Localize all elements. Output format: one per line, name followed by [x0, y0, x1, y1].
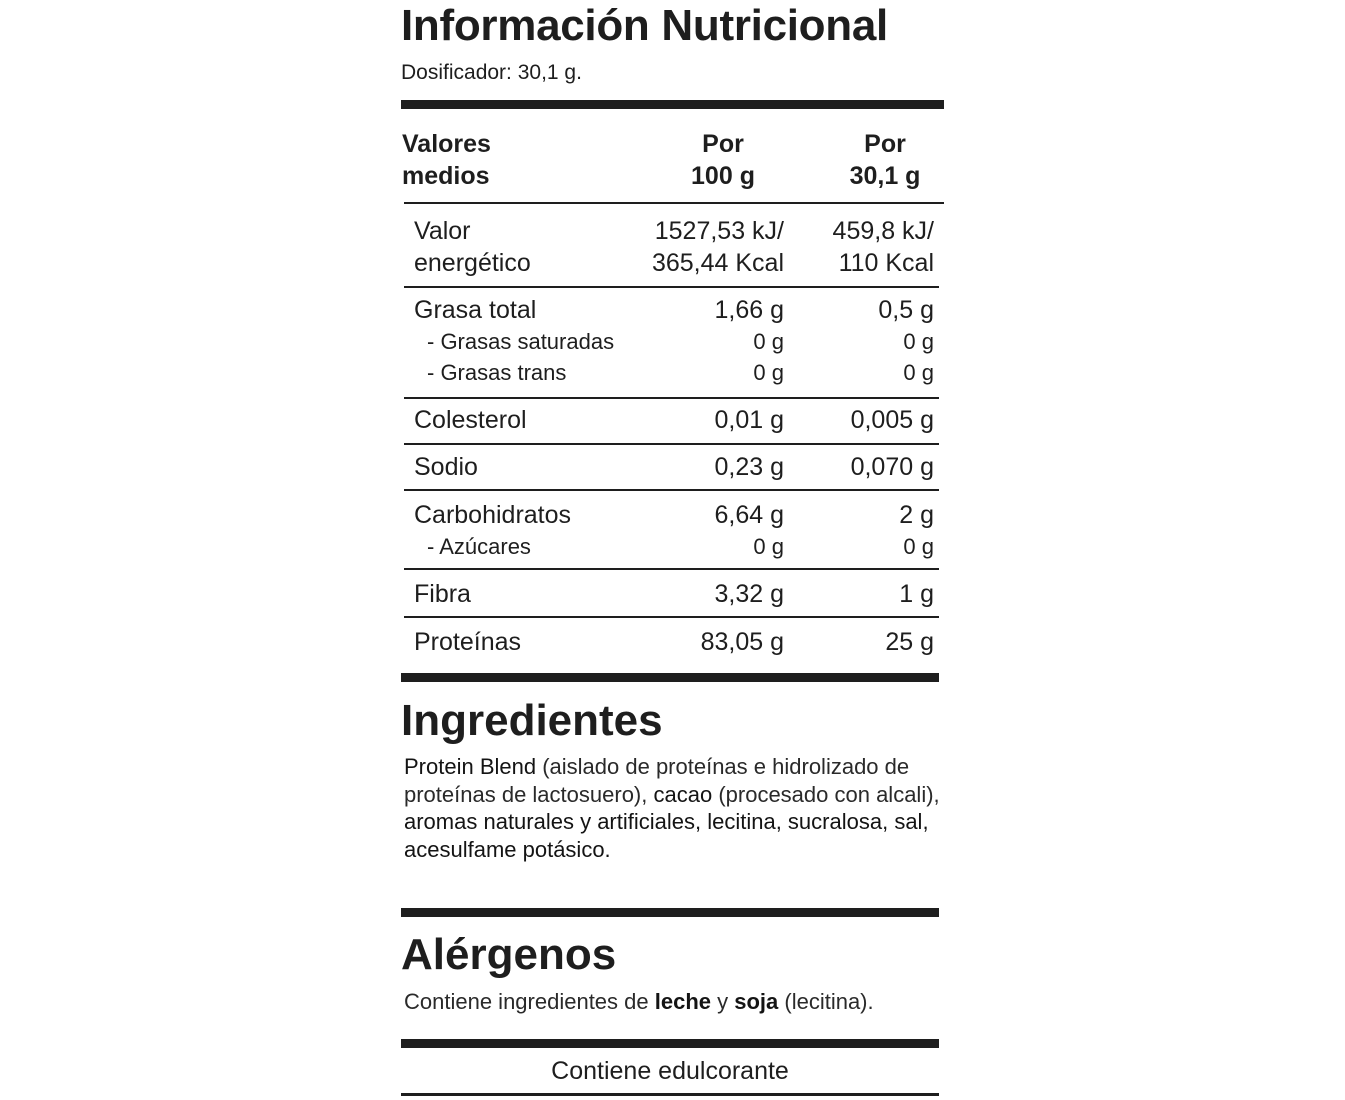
row-divider — [404, 616, 939, 618]
value-per-100g: 1,66 g — [714, 296, 784, 324]
text-segment: aromas naturales y artificiales, lecitina, sucralosa, sal, acesulfame potásico. — [404, 809, 929, 862]
value-per-serving: 0 g — [903, 360, 934, 385]
text-segment: (procesado con alcali), — [712, 781, 940, 807]
row-divider — [404, 397, 939, 399]
value-per-serving: 0 g — [903, 329, 934, 354]
value-per-serving: 110 Kcal — [838, 249, 934, 277]
header-per-100-line2: 100 g — [691, 162, 755, 190]
ingredients-text — [404, 753, 944, 863]
allergens-text — [404, 988, 944, 1016]
nutrient-name: - Grasas trans — [427, 360, 567, 385]
table-line — [414, 626, 935, 658]
table-row — [414, 294, 935, 388]
value-per-100g: 0 g — [753, 360, 784, 385]
value-per-serving: 459,8 kJ/ — [832, 217, 934, 245]
value-per-serving: 0,5 g — [878, 296, 934, 324]
header-values-line2: medios — [402, 162, 490, 190]
nutrient-name: Valor — [414, 217, 471, 245]
top-thick-bar — [401, 100, 944, 109]
table-subrow — [414, 326, 935, 357]
sweetener-notice: Contiene edulcorante — [551, 1057, 789, 1085]
table-line — [414, 294, 935, 326]
nutrient-name: Carbohidratos — [414, 501, 572, 529]
table-row — [414, 404, 935, 436]
table-row — [414, 451, 935, 483]
header-values — [402, 128, 491, 192]
allergens-bottom-bar — [401, 1039, 939, 1048]
row-divider — [404, 489, 939, 491]
nutrient-name: - Azúcares — [427, 534, 531, 559]
row-divider — [404, 286, 939, 288]
text-segment: y — [711, 989, 735, 1014]
text-segment: cacao — [653, 781, 713, 807]
value-per-100g: 365,44 Kcal — [651, 249, 784, 277]
value-per-100g: 3,32 g — [714, 580, 784, 608]
value-per-serving: 25 g — [885, 628, 934, 656]
text-segment: leche — [654, 989, 711, 1014]
value-per-100g: 1527,53 kJ/ — [654, 217, 784, 245]
value-per-100g: 6,64 g — [714, 501, 784, 529]
value-per-100g: 0,01 g — [714, 406, 784, 434]
value-per-100g: 0 g — [753, 534, 784, 559]
nutrient-name: Proteínas — [414, 628, 522, 656]
table-row — [414, 626, 935, 658]
page-title: Información Nutricional — [401, 1, 888, 50]
nutrient-name: - Grasas saturadas — [427, 329, 615, 354]
text-segment: soja — [734, 989, 779, 1014]
value-per-100g: 83,05 g — [700, 628, 784, 656]
table-bottom-bar — [401, 673, 939, 682]
table-row — [414, 499, 935, 562]
table-line — [414, 404, 935, 436]
table-line — [414, 215, 935, 247]
header-per-serving — [815, 128, 955, 192]
ingredients-title: Ingredientes — [401, 696, 663, 745]
text-segment: Protein Blend — [404, 754, 537, 779]
header-per-serving-line1: Por — [864, 130, 906, 158]
value-per-100g: 0 g — [753, 329, 784, 354]
footer-bottom-rule — [401, 1093, 939, 1096]
table-line — [414, 247, 935, 279]
table-subrow — [414, 531, 935, 562]
value-per-serving: 0,070 g — [850, 453, 934, 481]
row-divider — [404, 568, 939, 570]
nutrient-name: Sodio — [414, 453, 478, 481]
nutrient-name: energético — [414, 249, 531, 277]
table-row — [414, 578, 935, 610]
value-per-serving: 1 g — [899, 580, 934, 608]
nutrient-name: Colesterol — [414, 406, 527, 434]
serving-size: Dosificador: 30,1 g. — [401, 61, 582, 84]
table-subrow — [414, 357, 935, 388]
table-line — [414, 451, 935, 483]
nutrient-name: Fibra — [414, 580, 471, 608]
nutrient-name: Grasa total — [414, 296, 537, 324]
header-per-100 — [641, 128, 805, 192]
value-per-serving: 0,005 g — [850, 406, 934, 434]
allergens-title: Alérgenos — [401, 930, 617, 979]
text-segment: (aislado de proteínas e hidrolizado de proteínas de lactosuero), — [404, 754, 910, 807]
text-segment: (lecitina). — [778, 989, 874, 1014]
header-values-line1: Valores — [402, 130, 491, 158]
table-row — [414, 215, 935, 279]
table-line — [414, 499, 935, 531]
row-divider — [404, 443, 939, 445]
text-segment: Contiene ingredientes de — [404, 989, 655, 1014]
value-per-100g: 0,23 g — [714, 453, 784, 481]
header-per-100-line1: Por — [702, 130, 744, 158]
header-per-serving-line2: 30,1 g — [849, 162, 921, 190]
table-line — [414, 578, 935, 610]
ingredients-bottom-bar — [401, 908, 939, 917]
value-per-serving: 2 g — [899, 501, 934, 529]
row-divider — [404, 202, 944, 204]
value-per-serving: 0 g — [903, 534, 934, 559]
